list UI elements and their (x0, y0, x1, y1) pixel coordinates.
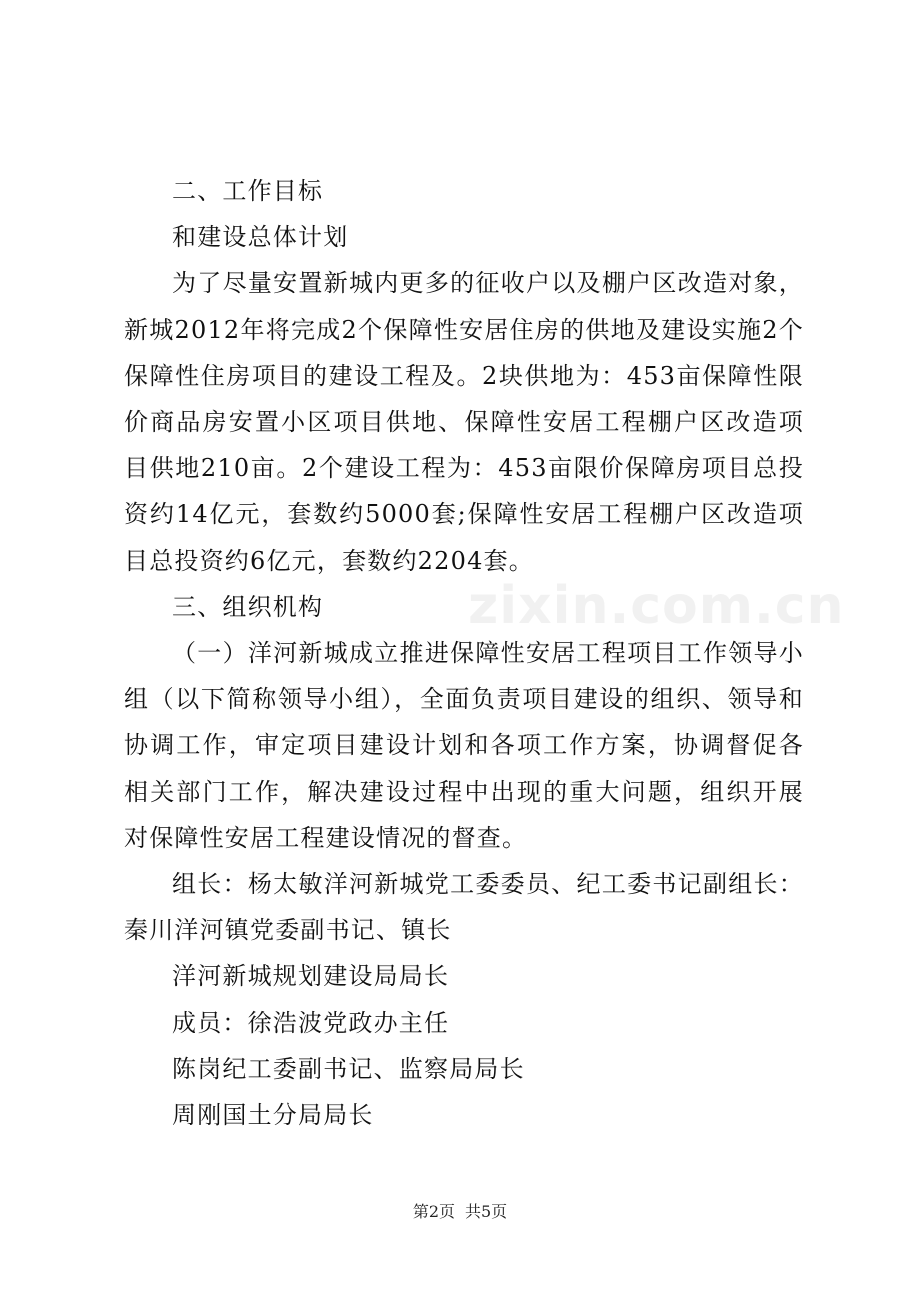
paragraph-plan-details: 为了尽量安置新城内更多的征收户以及棚户区改造对象，新城2012年将完成2个保障性安居住房的供地及建设实施2个保障性住房项目的建设工程及。2块供地为：453亩保障性限价商品房安置小区项目供地、保障性安居工程棚户区改造项目供地210亩。2个建设工程为：453亩限价保障房项目总投资约14亿元，套数约5000套;保障性安居工程棚户区改造项目总投资约6亿元，套数约2204套。 (124, 269, 804, 575)
section-heading-goals: 二、工作目标 (172, 177, 324, 205)
section-heading-organization: 三、组织机构 (172, 592, 324, 621)
line-members: 成员：徐浩波党政办主任 (172, 1008, 450, 1037)
line-supervision: 陈岗纪工委副书记、监察局局长 (172, 1054, 525, 1083)
page-number: 第2页 (412, 1202, 455, 1221)
document-body (124, 168, 845, 1138)
paragraph-leadership-group: （一）洋河新城成立推进保障性安居工程项目工作领导小组（以下简称领导小组），全面负责项目建设的组织、领导和协调工作，审定项目建设计划和各项工作方案，协调督促各相关部门工作，解决建设过程中出现的重大问题，组织开展对保障性安居工程建设情况的督查。 (124, 639, 804, 852)
paragraph-group-leaders: 组长：杨太敏洋河新城党工委委员、纪工委书记副组长：秦川洋河镇党委副书记、镇长 (124, 870, 804, 945)
watermark: zixin.com.cn (468, 576, 845, 636)
page-total: 共5页 (465, 1202, 508, 1221)
line-planning-bureau: 洋河新城规划建设局局长 (172, 962, 450, 991)
line-land-bureau: 周刚国土分局局长 (172, 1101, 374, 1130)
page-footer (0, 1200, 920, 1224)
section-subheading-plan: 和建设总体计划 (172, 223, 349, 252)
